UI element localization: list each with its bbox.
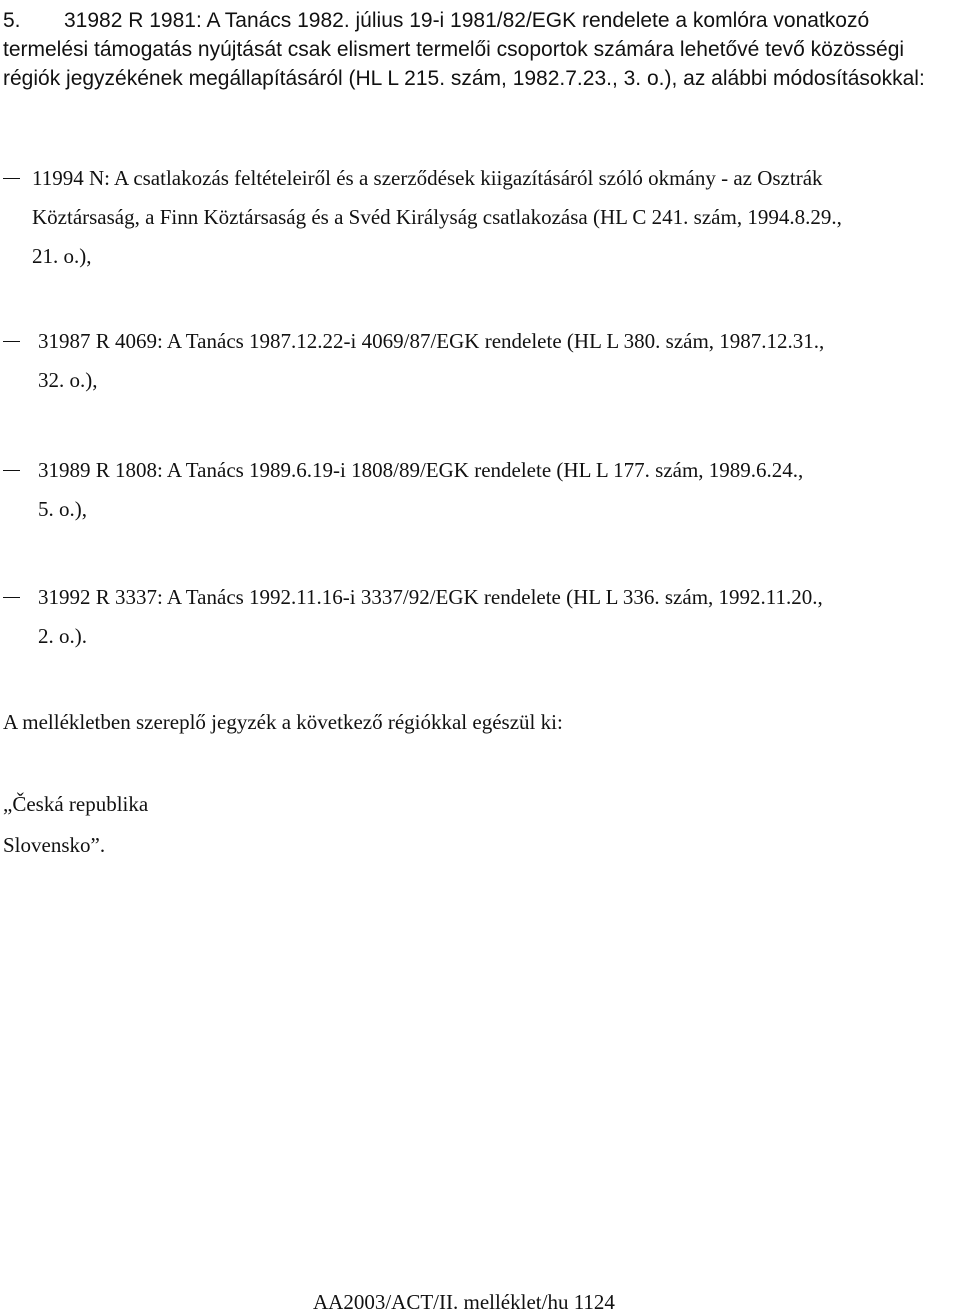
- amendment-line: 31987 R 4069: A Tanács 1987.12.22-i 4069/87/EGK rendelete (HL L 380. szám, 1987.12.31.,: [38, 329, 825, 353]
- amendment-line: 21. o.),: [32, 244, 92, 268]
- paragraph-line-2: termelési támogatás nyújtását csak elismert termelői csoportok számára lehetővé tevő közösségi: [3, 38, 905, 61]
- paragraph-line-3: régiók jegyzékének megállapításáról (HL L 215. szám, 1982.7.23., 3. o.), az alábbi módosításokkal:: [3, 67, 925, 90]
- amendment-line: 2. o.).: [38, 624, 87, 648]
- region-slovakia: Slovensko”.: [3, 833, 106, 857]
- amendment-line: 11994 N: A csatlakozás feltételeiről és a szerződések kiigazításáról szóló okmány - az Osztrák: [32, 166, 823, 190]
- dash-bullet: [3, 341, 20, 342]
- amendment-line: 5. o.),: [38, 497, 87, 521]
- dash-bullet: [3, 178, 20, 179]
- item-number: 5.: [3, 9, 21, 32]
- paragraph-line-1: 31982 R 1981: A Tanács 1982. július 19-i 1981/82/EGK rendelete a komlóra vonatkozó: [64, 9, 870, 32]
- amendment-line: 32. o.),: [38, 368, 98, 392]
- dash-bullet: [3, 470, 20, 471]
- amendment-line: 31992 R 3337: A Tanács 1992.11.16-i 3337/92/EGK rendelete (HL L 336. szám, 1992.11.20.,: [38, 585, 823, 609]
- dash-bullet: [3, 597, 20, 598]
- supplement-intro: A mellékletben szereplő jegyzék a következő régiókkal egészül ki:: [3, 710, 563, 734]
- region-czech-republic: „Česká republika: [3, 792, 149, 816]
- amendment-line: Köztársaság, a Finn Köztársaság és a Svéd Királyság csatlakozása (HL C 241. szám, 1994.8.29.,: [32, 205, 842, 229]
- amendment-line: 31989 R 1808: A Tanács 1989.6.19-i 1808/89/EGK rendelete (HL L 177. szám, 1989.6.24.,: [38, 458, 804, 482]
- page-footer: AA2003/ACT/II. melléklet/hu 1124: [313, 1290, 615, 1314]
